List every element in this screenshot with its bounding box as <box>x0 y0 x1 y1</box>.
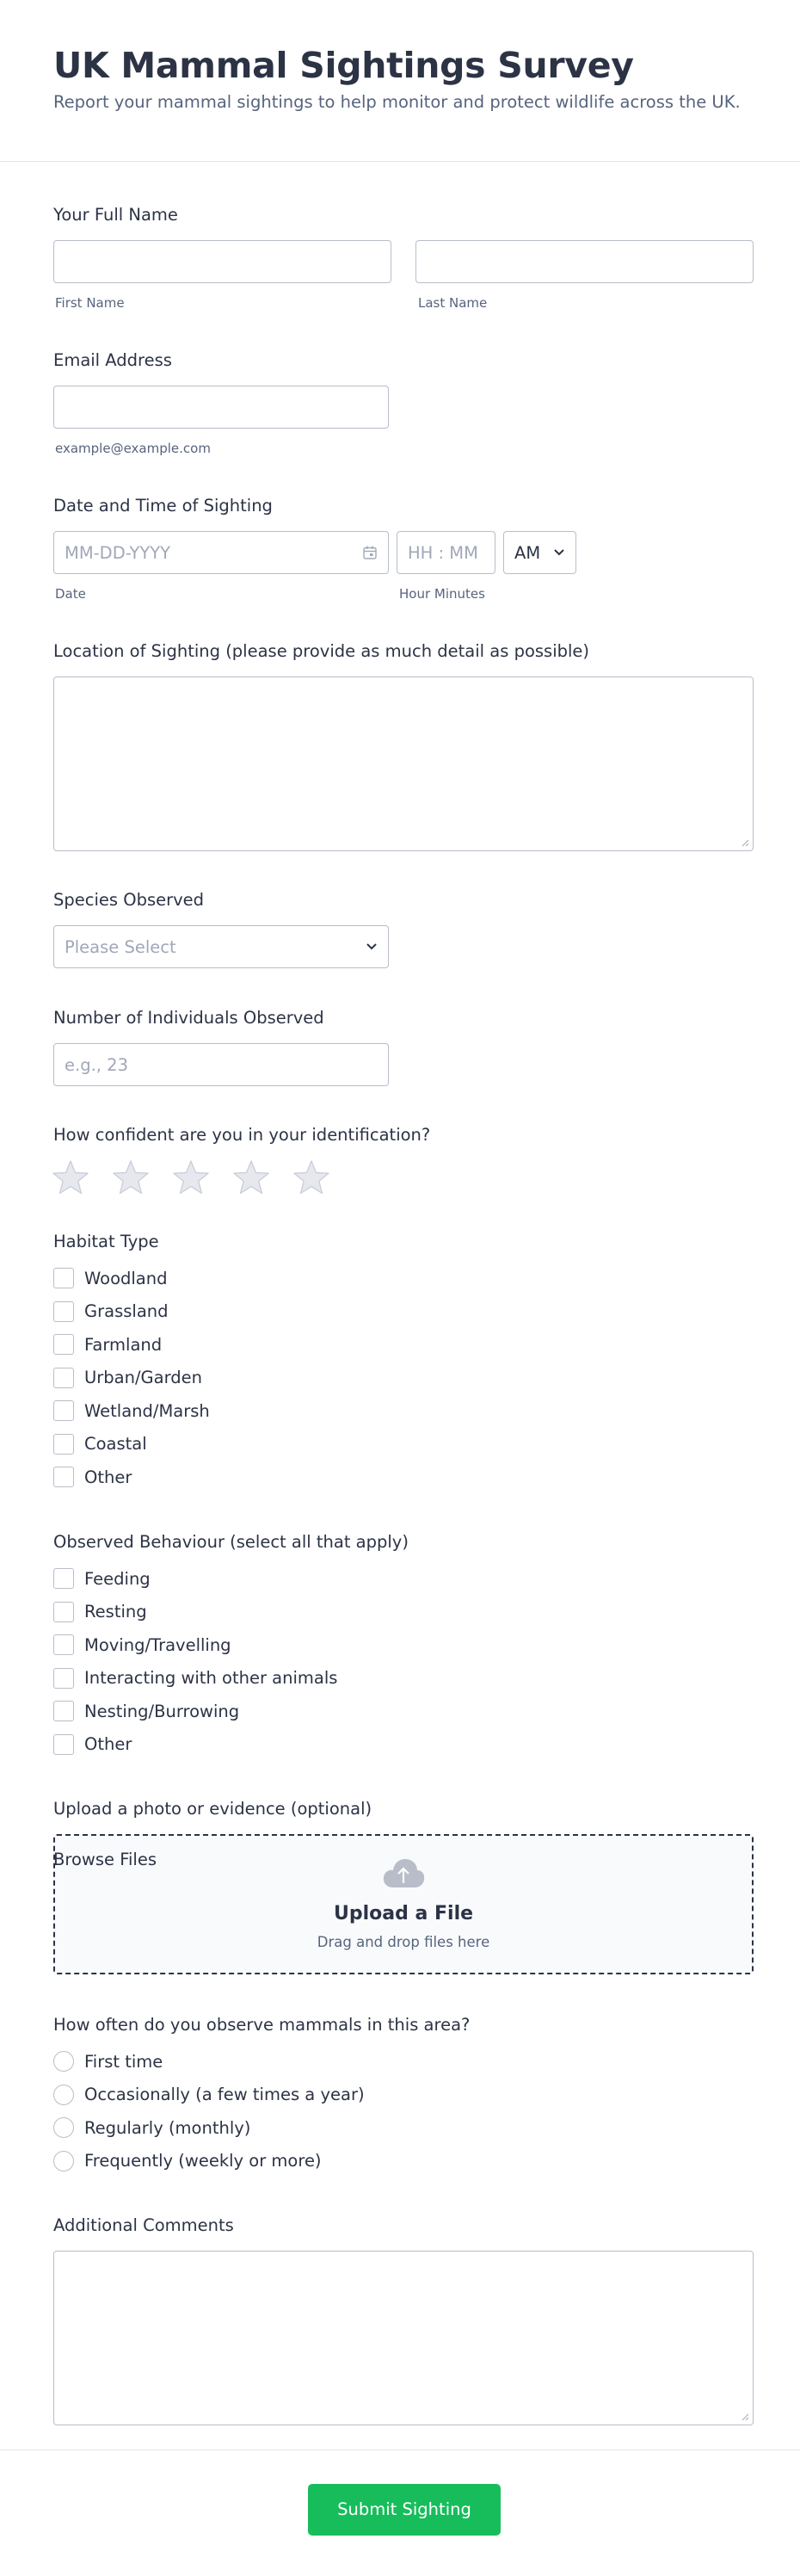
time-sublabel: Hour Minutes <box>399 586 485 602</box>
behaviour-option-label: Feeding <box>84 1568 151 1589</box>
behaviour-option[interactable] <box>53 1567 151 1590</box>
habitat-checkbox[interactable] <box>53 1368 74 1388</box>
habitat-option-label: Wetland/Marsh <box>84 1400 210 1421</box>
date-placeholder: MM-DD-YYYY <box>65 543 171 563</box>
confidence-label: How confident are you in your identification? <box>53 1125 431 1145</box>
habitat-label: Habitat Type <box>53 1232 159 1251</box>
frequency-radio[interactable] <box>53 2051 74 2072</box>
time-input[interactable] <box>397 531 495 574</box>
frequency-option-label: Frequently (weekly or more) <box>84 2151 322 2171</box>
count-placeholder: e.g., 23 <box>65 1055 128 1075</box>
frequency-option[interactable] <box>53 2116 250 2139</box>
behaviour-checkbox[interactable] <box>53 1602 74 1622</box>
frequency-option[interactable] <box>53 2084 365 2106</box>
behaviour-option-label: Moving/Travelling <box>84 1634 231 1655</box>
behaviour-label: Observed Behaviour (select all that apply) <box>53 1532 409 1552</box>
behaviour-option[interactable] <box>53 1700 239 1722</box>
habitat-option-label: Urban/Garden <box>84 1368 203 1387</box>
footer-divider <box>0 2449 800 2450</box>
submit-button[interactable]: Submit Sighting <box>308 2484 501 2536</box>
file-dropzone[interactable] <box>53 1834 754 1974</box>
upload-subtitle: Drag and drop files here <box>317 1934 490 1950</box>
resize-grip-icon[interactable] <box>741 838 749 847</box>
habitat-option-label: Coastal <box>84 1434 147 1454</box>
full-name-label: Your Full Name <box>53 205 178 225</box>
email-sublabel: example@example.com <box>55 441 211 456</box>
behaviour-option[interactable] <box>53 1667 337 1690</box>
habitat-checkbox[interactable] <box>53 1268 74 1288</box>
resize-grip-icon[interactable] <box>741 2412 749 2421</box>
datetime-label: Date and Time of Sighting <box>53 496 273 516</box>
habitat-option-label: Woodland <box>84 1268 168 1288</box>
chevron-down-icon <box>553 548 565 557</box>
species-select[interactable] <box>53 925 389 968</box>
count-input[interactable] <box>53 1043 389 1086</box>
habitat-option[interactable] <box>53 1300 169 1323</box>
time-placeholder: HH : MM <box>408 543 478 563</box>
rating-star-4[interactable] <box>232 1159 270 1195</box>
cloud-upload-icon <box>382 1858 425 1889</box>
rating-star-2[interactable] <box>112 1159 150 1195</box>
behaviour-checkbox[interactable] <box>53 1568 74 1589</box>
habitat-option[interactable] <box>53 1333 162 1356</box>
frequency-option-label: Occasionally (a few times a year) <box>84 2085 365 2104</box>
behaviour-option[interactable] <box>53 1634 231 1656</box>
upload-label: Upload a photo or evidence (optional) <box>53 1799 372 1819</box>
behaviour-checkbox[interactable] <box>53 1701 74 1721</box>
habitat-checkbox[interactable] <box>53 1334 74 1355</box>
habitat-option-label: Other <box>84 1467 132 1487</box>
species-label: Species Observed <box>53 890 205 910</box>
behaviour-option-label: Resting <box>84 1602 147 1622</box>
browse-files-button[interactable]: Browse Files <box>53 1850 157 1869</box>
form-header <box>0 0 800 162</box>
count-label: Number of Individuals Observed <box>53 1008 324 1028</box>
rating-star-5[interactable] <box>292 1159 330 1195</box>
date-sublabel: Date <box>55 586 86 602</box>
frequency-radio[interactable] <box>53 2085 74 2105</box>
frequency-label: How often do you observe mammals in this area? <box>53 2015 471 2035</box>
habitat-option[interactable] <box>53 1399 210 1422</box>
behaviour-option[interactable] <box>53 1601 147 1623</box>
species-placeholder: Please Select <box>65 937 176 957</box>
ampm-value: AM <box>514 543 541 563</box>
habitat-option[interactable] <box>53 1433 147 1455</box>
frequency-radio[interactable] <box>53 2117 74 2138</box>
frequency-option-label: Regularly (monthly) <box>84 2117 251 2138</box>
behaviour-option-label: Interacting with other animals <box>84 1668 338 1688</box>
habitat-option-label: Farmland <box>84 1334 163 1355</box>
page-title: UK Mammal Sightings Survey <box>53 45 634 86</box>
habitat-checkbox[interactable] <box>53 1301 74 1322</box>
date-input[interactable] <box>53 531 389 574</box>
rating-star-1[interactable] <box>52 1159 89 1195</box>
frequency-option[interactable] <box>53 2050 163 2073</box>
chevron-down-icon <box>366 942 378 951</box>
ampm-select[interactable] <box>503 531 576 574</box>
behaviour-checkbox[interactable] <box>53 1734 74 1755</box>
comments-label: Additional Comments <box>53 2215 234 2235</box>
behaviour-option-label: Other <box>84 1734 132 1754</box>
email-input[interactable] <box>53 386 389 429</box>
habitat-checkbox[interactable] <box>53 1467 74 1487</box>
last-name-sublabel: Last Name <box>418 295 488 311</box>
frequency-option-label: First time <box>84 2051 163 2072</box>
last-name-input[interactable] <box>415 240 754 283</box>
location-label: Location of Sighting (please provide as much detail as possible) <box>53 641 590 661</box>
habitat-checkbox[interactable] <box>53 1400 74 1421</box>
habitat-option[interactable] <box>53 1267 167 1289</box>
page-subtitle: Report your mammal sightings to help monitor and protect wildlife across the UK. <box>53 92 741 112</box>
behaviour-checkbox[interactable] <box>53 1634 74 1655</box>
behaviour-option[interactable] <box>53 1733 132 1756</box>
first-name-input[interactable] <box>53 240 391 283</box>
habitat-option-label: Grassland <box>84 1301 169 1321</box>
upload-title: Upload a File <box>333 1903 474 1924</box>
behaviour-option-label: Nesting/Burrowing <box>84 1701 240 1721</box>
habitat-option[interactable] <box>53 1367 202 1389</box>
comments-textarea[interactable] <box>53 2251 754 2425</box>
behaviour-checkbox[interactable] <box>53 1668 74 1689</box>
habitat-checkbox[interactable] <box>53 1434 74 1455</box>
location-textarea[interactable] <box>53 676 754 851</box>
rating-star-3[interactable] <box>172 1159 210 1195</box>
frequency-option[interactable] <box>53 2150 322 2172</box>
calendar-icon[interactable] <box>362 545 378 560</box>
email-label: Email Address <box>53 350 172 370</box>
habitat-option[interactable] <box>53 1466 132 1488</box>
frequency-radio[interactable] <box>53 2151 74 2171</box>
first-name-sublabel: First Name <box>55 295 125 311</box>
